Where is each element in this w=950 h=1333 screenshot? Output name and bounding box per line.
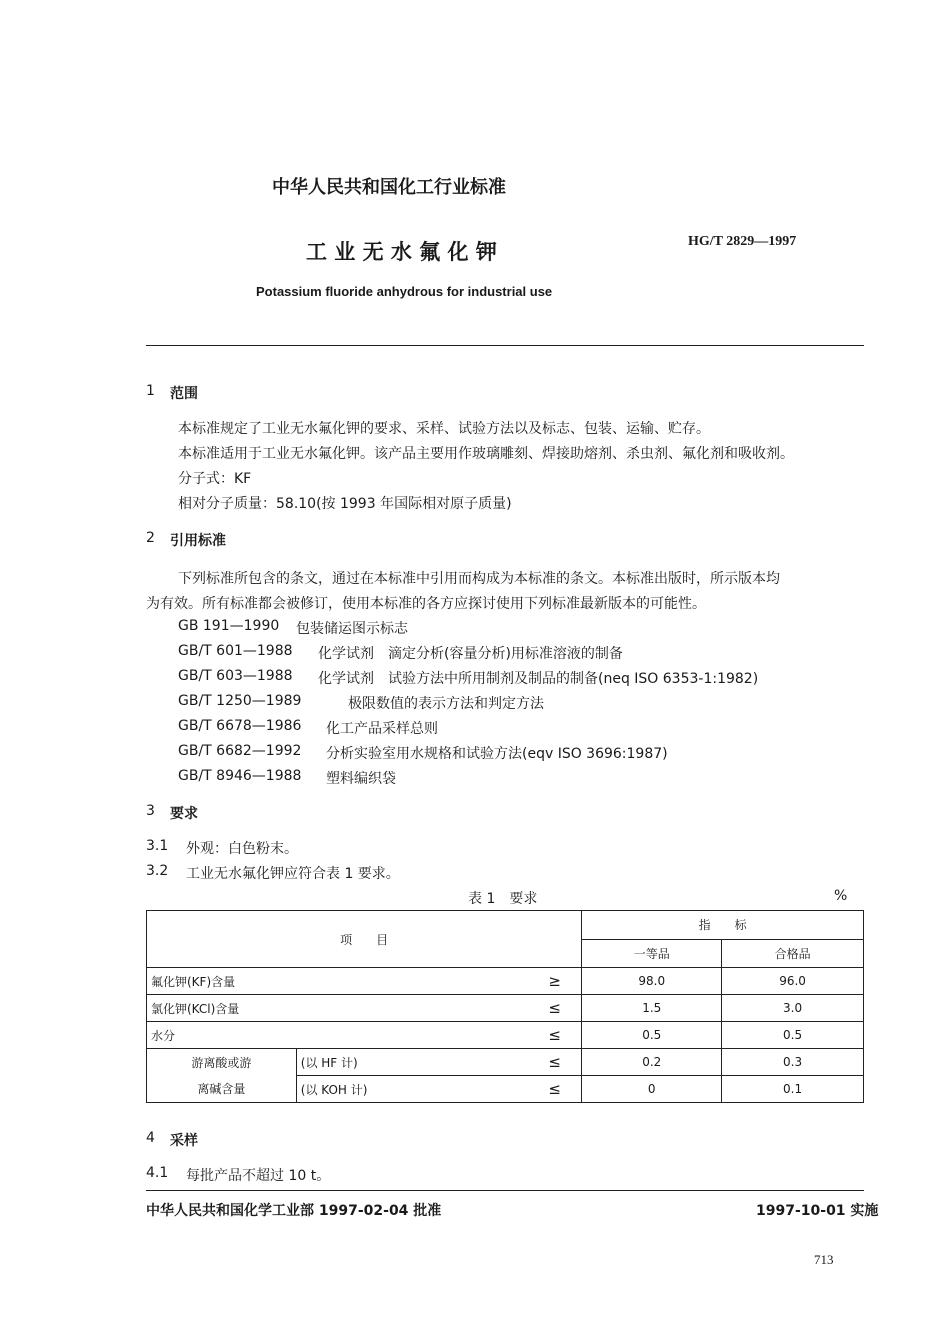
reference-code: GB/T 6682—1992 xyxy=(178,743,302,759)
row-value-grade-1: 0.5 xyxy=(582,1022,722,1049)
document-title-cn: 工 业 无 水 氟 化 钾 xyxy=(306,240,497,264)
row-item: 氯化钾(KCl)含量 xyxy=(147,995,528,1022)
reference-code: GB/T 1250—1989 xyxy=(178,693,302,709)
table-caption: 表 1 要求 xyxy=(468,891,538,907)
clause-text: 外观：白色粉末。 xyxy=(186,841,298,857)
reference-code: GB 191—1990 xyxy=(178,618,280,634)
clause-text: 工业无水氟化钾应符合表 1 要求。 xyxy=(186,866,400,882)
table-row xyxy=(147,968,864,995)
reference-title: 化学试剂 试验方法中所用制剂及制品的制备(neq ISO 6353-1:1982) xyxy=(318,671,759,687)
reference-title: 塑料编织袋 xyxy=(326,771,396,787)
page-number: 713 xyxy=(814,1252,834,1267)
row-operator: ≤ xyxy=(528,1022,582,1049)
section-1-line: 相对分子质量：58.10(按 1993 年国际相对原子质量) xyxy=(178,496,512,512)
row-item: 氟化钾(KF)含量 xyxy=(147,968,528,995)
table-row xyxy=(147,1049,864,1076)
effective-date: 1997-10-01 实施 xyxy=(756,1203,879,1219)
reference-code: GB/T 603—1988 xyxy=(178,668,293,684)
reference-code: GB/T 6678—1986 xyxy=(178,718,302,734)
section-1-line: 分子式：KF xyxy=(178,471,252,487)
header-item: 项 目 xyxy=(147,911,582,968)
row-value-grade-2: 96.0 xyxy=(722,968,864,995)
row-value-grade-1: 98.0 xyxy=(582,968,722,995)
requirements-table xyxy=(146,910,864,1103)
section-4-title: 采样 xyxy=(170,1133,198,1149)
row-operator: ≤ xyxy=(528,1076,582,1103)
clause-number: 3.2 xyxy=(146,863,169,879)
row-value-grade-2: 0.3 xyxy=(722,1049,864,1076)
row-value-grade-2: 0.1 xyxy=(722,1076,864,1103)
approval-line: 中华人民共和国化学工业部 1997-02-04 批准 xyxy=(146,1203,442,1219)
row-operator: ≥ xyxy=(528,968,582,995)
row-item: (以 KOH 计) xyxy=(296,1076,528,1103)
table-row xyxy=(147,995,864,1022)
reference-title: 极限数值的表示方法和判定方法 xyxy=(348,696,544,712)
document-title-en: Potassium fluoride anhydrous for industrial use xyxy=(256,284,553,299)
reference-title: 化学试剂 滴定分析(容量分析)用标准溶液的制备 xyxy=(318,646,623,662)
section-3-title: 要求 xyxy=(170,806,198,822)
header-grade-1: 一等品 xyxy=(582,939,722,968)
footer-divider xyxy=(146,1190,864,1191)
row-operator: ≤ xyxy=(528,1049,582,1076)
reference-title: 包装储运图示标志 xyxy=(296,621,408,637)
table-header-row xyxy=(147,911,864,940)
section-1-title: 范围 xyxy=(170,386,198,402)
acid-alkali-label-line: 离碱含量 xyxy=(197,1081,246,1096)
row-value-grade-2: 0.5 xyxy=(722,1022,864,1049)
reference-title: 化工产品采样总则 xyxy=(326,721,438,737)
reference-title: 分析实验室用水规格和试验方法(eqv ISO 3696:1987) xyxy=(326,746,668,762)
section-3-number: 3 xyxy=(146,803,155,819)
header-grade-2: 合格品 xyxy=(722,939,864,968)
header-index: 指 标 xyxy=(582,911,864,940)
issuer-title: 中华人民共和国化工行业标准 xyxy=(272,177,506,198)
section-4-number: 4 xyxy=(146,1130,155,1146)
section-2-paragraph-line: 下列标准所包含的条文，通过在本标准中引用而构成为本标准的条文。本标准出版时，所示版本均 xyxy=(178,571,780,587)
row-item: (以 HF 计) xyxy=(296,1049,528,1076)
acid-alkali-group-label xyxy=(147,1049,297,1103)
section-2-title: 引用标准 xyxy=(170,533,226,549)
section-2-paragraph-line: 为有效。所有标准都会被修订，使用本标准的各方应探讨使用下列标准最新版本的可能性。 xyxy=(146,596,706,612)
standard-code: HG/T 2829—1997 xyxy=(688,234,797,249)
row-value-grade-1: 0 xyxy=(582,1076,722,1103)
section-1-line: 本标准适用于工业无水氟化钾。该产品主要用作玻璃雕刻、焊接助熔剂、杀虫剂、氟化剂和吸收剂。 xyxy=(178,446,794,462)
table-row xyxy=(147,1022,864,1049)
row-value-grade-2: 3.0 xyxy=(722,995,864,1022)
reference-code: GB/T 8946—1988 xyxy=(178,768,302,784)
row-value-grade-1: 1.5 xyxy=(582,995,722,1022)
section-1-number: 1 xyxy=(146,383,155,399)
row-value-grade-1: 0.2 xyxy=(582,1049,722,1076)
table-unit: % xyxy=(834,888,848,904)
clause-text: 每批产品不超过 10 t。 xyxy=(186,1168,331,1184)
section-2-number: 2 xyxy=(146,530,155,546)
clause-number: 3.1 xyxy=(146,838,169,854)
header-divider xyxy=(146,345,864,346)
reference-code: GB/T 601—1988 xyxy=(178,643,293,659)
acid-alkali-label-line: 游离酸或游 xyxy=(191,1055,252,1070)
row-operator: ≤ xyxy=(528,995,582,1022)
row-item: 水分 xyxy=(147,1022,528,1049)
section-1-line: 本标准规定了工业无水氟化钾的要求、采样、试验方法以及标志、包装、运输、贮存。 xyxy=(178,421,710,437)
clause-number: 4.1 xyxy=(146,1165,169,1181)
